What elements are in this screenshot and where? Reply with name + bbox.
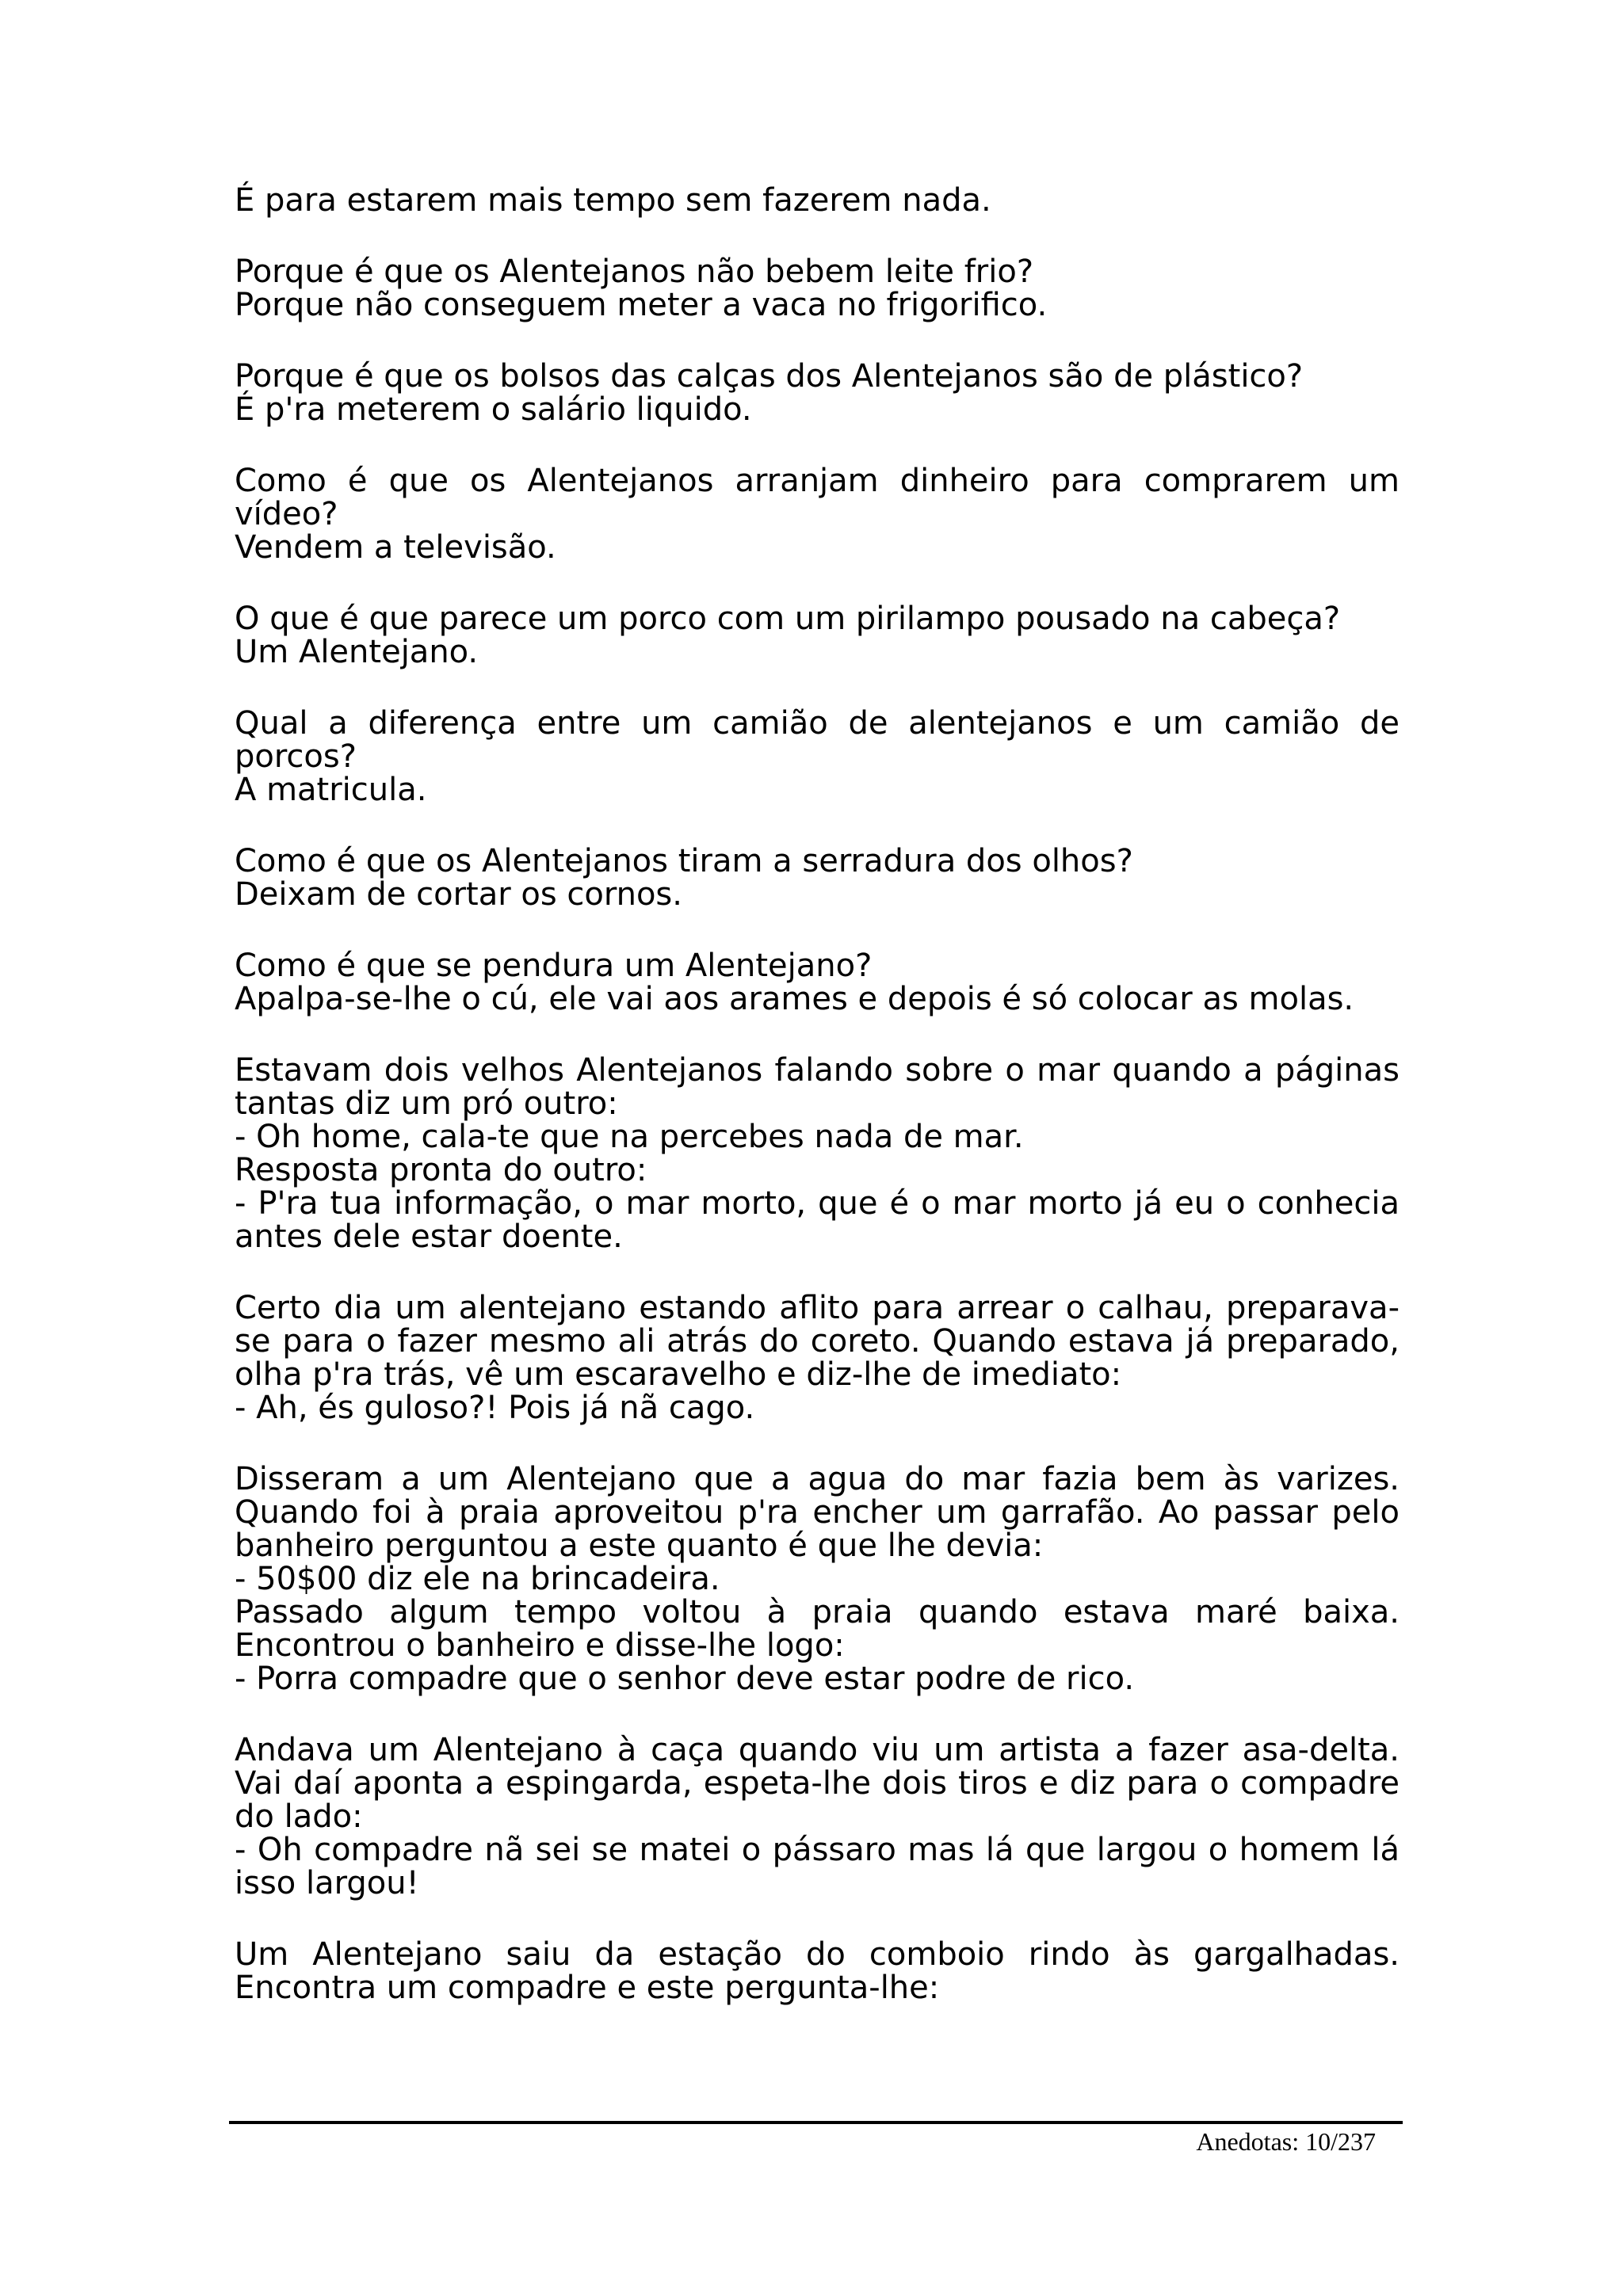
footer-divider xyxy=(229,2121,1403,2124)
paragraph xyxy=(235,845,1400,911)
text-line: - Ah, és guloso?! Pois já nã cago. xyxy=(235,1390,755,1426)
text-line: Vendem a televisão. xyxy=(235,529,556,566)
text-line: Passado algum tempo voltou à praia quando estava maré baixa. Encontrou o banheiro e disse-lhe logo: xyxy=(235,1594,1400,1664)
text-line: É para estarem mais tempo sem fazerem nada. xyxy=(235,182,991,219)
paragraph xyxy=(235,602,1400,669)
text-line: Estavam dois velhos Alentejanos falando sobre o mar quando a páginas tantas diz um pró outro: xyxy=(235,1052,1400,1122)
text-line: - 50$00 diz ele na brincadeira. xyxy=(235,1561,720,1597)
text-line: Um Alentejano. xyxy=(235,634,479,670)
text-line: Como é que os Alentejanos tiram a serradura dos olhos? xyxy=(235,843,1133,879)
text-line: Deixam de cortar os cornos. xyxy=(235,876,682,913)
paragraph xyxy=(235,184,1400,217)
paragraph xyxy=(235,949,1400,1016)
paragraph xyxy=(235,707,1400,807)
text-line: O que é que parece um porco com um pirilampo pousado na cabeça? xyxy=(235,601,1341,637)
text-line: Resposta pronta do outro: xyxy=(235,1152,647,1188)
text-line: A matricula. xyxy=(235,772,427,808)
text-line: Apalpa-se-lhe o cú, ele vai aos arames e depois é só colocar as molas. xyxy=(235,981,1354,1017)
text-line: Como é que se pendura um Alentejano? xyxy=(235,948,873,984)
text-line: Porque é que os bolsos das calças dos Alentejanos são de plástico? xyxy=(235,358,1304,395)
paragraph xyxy=(235,360,1400,426)
text-line: Um Alentejano saiu da estação do comboio rindo às gargalhadas. Encontra um compadre e este pergunta-lhe: xyxy=(235,1936,1400,2006)
text-line: - P'ra tua informação, o mar morto, que é o mar morto já eu o conhecia antes dele estar doente. xyxy=(235,1185,1400,1255)
text-line: - Oh home, cala-te que na percebes nada de mar. xyxy=(235,1119,1024,1155)
paragraph xyxy=(235,1054,1400,1253)
text-line: - Porra compadre que o senhor deve estar podre de rico. xyxy=(235,1661,1135,1697)
paragraph xyxy=(235,464,1400,564)
text-line: Porque é que os Alentejanos não bebem leite frio? xyxy=(235,254,1034,290)
paragraph xyxy=(235,1463,1400,1695)
text-line: Disseram a um Alentejano que a agua do mar fazia bem às varizes. Quando foi à praia aproveitou p'ra encher um garrafão. Ao passar pelo banheiro perguntou a este quanto é que lhe devia: xyxy=(235,1461,1400,1564)
text-line: Porque não conseguem meter a vaca no frigorifico. xyxy=(235,287,1048,323)
paragraph xyxy=(235,1733,1400,1900)
body-text xyxy=(235,184,1400,2042)
text-line: Como é que os Alentejanos arranjam dinheiro para comprarem um vídeo? xyxy=(235,463,1400,532)
text-line: Andava um Alentejano à caça quando viu um artista a fazer asa-delta. Vai daí aponta a espingarda, espeta-lhe dois tiros e diz para o compadre do lado: xyxy=(235,1732,1400,1835)
text-line: É p'ra meterem o salário liquido. xyxy=(235,391,752,428)
paragraph xyxy=(235,1291,1400,1425)
text-line: Qual a diferença entre um camião de alentejanos e um camião de porcos? xyxy=(235,705,1400,775)
text-line: Certo dia um alentejano estando aflito para arrear o calhau, preparava-se para o fazer mesmo ali atrás do coreto. Quando estava já preparado, olha p'ra trás, vê um escaravelho e diz-lhe de imediato: xyxy=(235,1290,1400,1393)
paragraph xyxy=(235,1938,1400,2004)
text-line: - Oh compadre nã sei se matei o pássaro mas lá que largou o homem lá isso largou! xyxy=(235,1832,1400,1901)
page-number: Anedotas: 10/237 xyxy=(1196,2127,1376,2156)
paragraph xyxy=(235,255,1400,322)
